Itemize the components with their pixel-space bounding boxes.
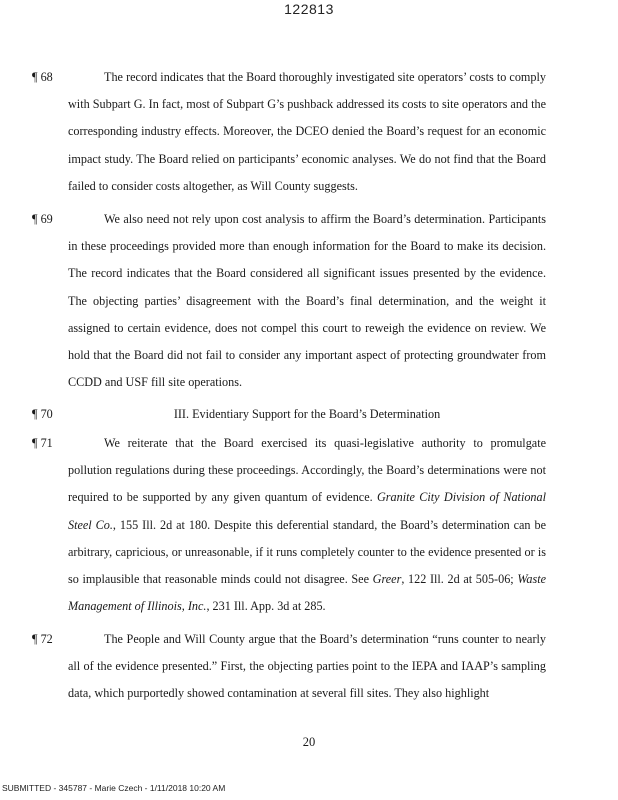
- paragraph-72-text: The People and Will County argue that the Board’s determination “runs counter to nearly all of the evidence presented.” First, the objecting parties point to the IEPA and IAAP’s sampling data, which purportedly showed contamination at several fill sites. They also highlight: [68, 632, 546, 701]
- paragraph-69-text: We also need not rely upon cost analysis to affirm the Board’s determination. Participants in these proceedings provided more than enough information for the Board to make its decision. The record indicates that the Board considered all significant issues presented by the evidence. The objecting parties’ disagreement with the Board’s final determination, and the weight it assigned to certain evidence, does not compel this court to reweigh the evidence on review. We hold that the Board did not fail to consider any important aspect of protecting groundwater from CCDD and USF fill site operations.: [68, 212, 546, 390]
- paragraph-71-text-b: , 155 Ill. 2d at 180. Despite this deferential standard, the Board’s determination can be arbitrary, capricious, or unreasonable, if it runs completely counter to the evidence presented or is so implausible that reasonable minds could not disagree. See: [68, 517, 546, 587]
- paragraph-71-text-c: , 122 Ill. 2d at 505-06;: [401, 572, 518, 587]
- paragraph-71: [68, 430, 546, 620]
- paragraph-68-text: The record indicates that the Board thoroughly investigated site operators’ costs to comply with Subpart G. In fact, most of Subpart G’s pushback addressed its costs to site operators and the corresponding industry effects. Moreover, the DCEO denied the Board’s request for an economic impact study. The Board relied on participants’ economic analyses. We do not find that the Board failed to consider costs altogether, as Will County suggests.: [68, 70, 546, 193]
- paragraph-68: [68, 64, 546, 200]
- submission-stamp: SUBMITTED - 345787 - Marie Czech - 1/11/2018 10:20 AM: [2, 783, 226, 793]
- paragraph-69: [68, 206, 546, 396]
- document-number: 122813: [284, 1, 334, 17]
- citation-granite-city: Granite City Division of National Steel Co.: [68, 490, 546, 532]
- citation-greer: Greer: [372, 572, 402, 587]
- paragraph-72: [68, 626, 546, 708]
- paragraph-mark-68: ¶ 68: [32, 70, 53, 84]
- section-heading: III. Evidentiary Support for the Board’s Determination: [173, 407, 441, 421]
- citation-waste-management: Waste Management of Illinois, Inc.: [68, 572, 546, 614]
- paragraph-mark-72: ¶ 72: [32, 632, 53, 646]
- page-number: 20: [302, 735, 316, 749]
- paragraph-mark-70: ¶ 70: [32, 407, 53, 421]
- paragraph-mark-71: ¶ 71: [32, 436, 53, 450]
- paragraph-71-text-d: , 231 Ill. App. 3d at 285.: [206, 599, 326, 614]
- paragraph-mark-69: ¶ 69: [32, 212, 53, 226]
- paragraph-71-text-a: We reiterate that the Board exercised its quasi-legislative authority to promulgate pollution regulations during these proceedings. Accordingly, the Board’s determinations were not required to be supported by any given quantum of evidence.: [68, 436, 546, 505]
